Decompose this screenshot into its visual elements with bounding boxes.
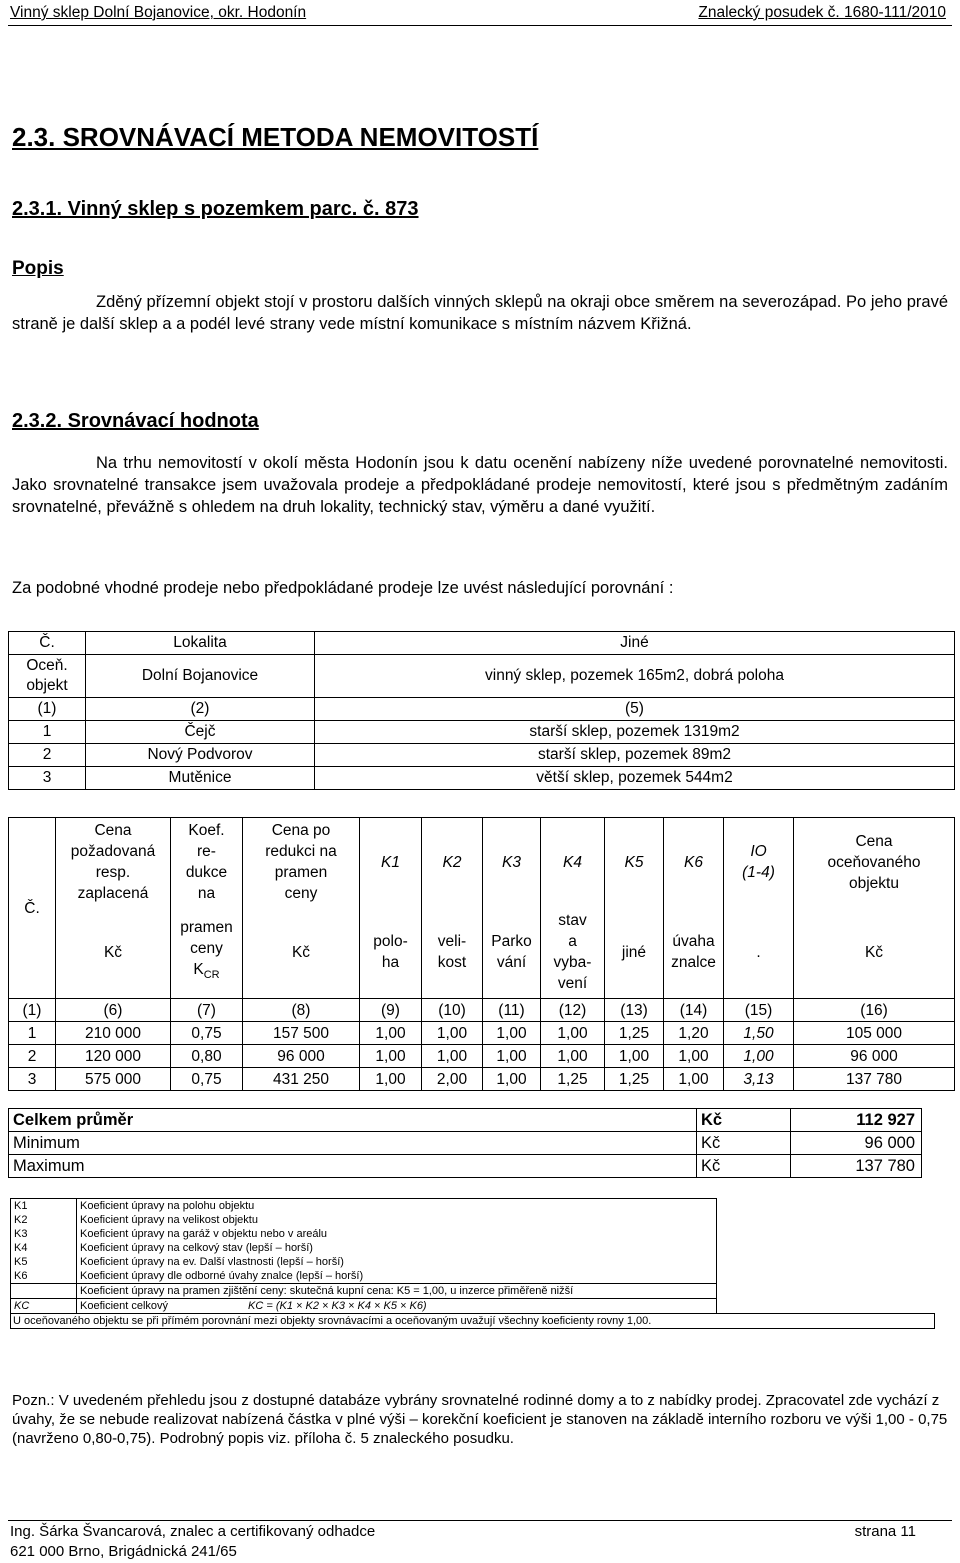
h-number: Č. bbox=[9, 818, 56, 999]
legend-kc-desc: Koeficient celkový bbox=[80, 1300, 169, 1312]
legend-note: U oceňovaného objektu se při přímém porovnání mezi objekty srovnávacími a oceňovaným uvažují všechny koeficienty rovny 1,00. bbox=[11, 1314, 935, 1329]
table-cell: 1,00 bbox=[724, 1045, 794, 1068]
legend-row bbox=[11, 1269, 935, 1284]
heading-srovnavaci: 2.3.2. Srovnávací hodnota bbox=[12, 410, 259, 432]
header-divider bbox=[8, 25, 952, 26]
intro-text: Za podobné vhodné prodeje nebo předpokládané prodeje lze uvést následující porovnání : bbox=[12, 579, 674, 597]
index-cell: (16) bbox=[794, 999, 955, 1022]
index-row bbox=[9, 999, 955, 1022]
table-cell: větší sklep, pozemek 544m2 bbox=[315, 767, 955, 790]
header-cell: Jiné bbox=[315, 632, 955, 655]
subject-label bbox=[9, 655, 86, 698]
table-cell: 1,00 bbox=[605, 1045, 664, 1068]
index-cell: (11) bbox=[483, 999, 541, 1022]
table-cell: 0,75 bbox=[171, 1068, 243, 1091]
footer-address: 621 000 Brno, Brigádnická 241/65 bbox=[10, 1543, 237, 1560]
h-subject-price: Cena oceňovaného objektu bbox=[794, 818, 955, 907]
h-k6: K6 bbox=[664, 818, 724, 907]
h-price-asked-unit: Kč bbox=[56, 906, 171, 999]
h-k4: K4 bbox=[541, 818, 605, 907]
table-cell: 1,00 bbox=[483, 1045, 541, 1068]
summary-unit: Kč bbox=[697, 1109, 791, 1132]
h-price-reduced-unit: Kč bbox=[243, 906, 360, 999]
subject-location: Dolní Bojanovice bbox=[86, 655, 315, 698]
legend-row-kcr bbox=[11, 1284, 935, 1299]
legend-desc: Koeficient úpravy na garáž v objektu nebo v areálu bbox=[77, 1227, 717, 1241]
header-left: Vinný sklep Dolní Bojanovice, okr. Hodonín bbox=[10, 4, 307, 21]
table-cell: starší sklep, pozemek 89m2 bbox=[315, 744, 955, 767]
table-cell: 2,00 bbox=[422, 1068, 483, 1091]
table-cell: 210 000 bbox=[56, 1022, 171, 1045]
table-cell: 575 000 bbox=[56, 1068, 171, 1091]
index-cell: (9) bbox=[360, 999, 422, 1022]
table-cell: 3 bbox=[9, 767, 86, 790]
table-cell: 0,75 bbox=[171, 1022, 243, 1045]
summary-label: Celkem průměr bbox=[9, 1109, 697, 1132]
h-io-dot: . bbox=[724, 906, 794, 999]
table-cell: 1,00 bbox=[360, 1022, 422, 1045]
h-coef-source: pramen ceny $K_{CR}$ bbox=[171, 906, 243, 999]
legend-code: K3 bbox=[11, 1227, 77, 1241]
index-cell: (15) bbox=[724, 999, 794, 1022]
footer-divider bbox=[8, 1520, 952, 1521]
legend-code: KC bbox=[11, 1299, 77, 1314]
note-paragraph: Pozn.: V uvedeném přehledu jsou z dostupné databáze vybrány srovnatelné rodinné domy a to z nabídky prodej. Zpracovatel zde vychází z úvahy, že se nebude realizovat nabízená částka v plné výši – korekční koeficient je stanoven na základě interního rozboru ve výši 1,00 - 0,75 (navrženo 0,80-0,75). Podrobný popis viz. příloha č. 5 znaleckého posudku. bbox=[12, 1392, 948, 1447]
table-cell: 120 000 bbox=[56, 1045, 171, 1068]
table-row bbox=[9, 721, 955, 744]
subject-row bbox=[9, 655, 955, 698]
h-k3: K3 bbox=[483, 818, 541, 907]
legend-code: K6 bbox=[11, 1269, 77, 1284]
h-k6-desc: úvaha znalce bbox=[664, 906, 724, 999]
table-cell: 3,13 bbox=[724, 1068, 794, 1091]
index-cell: (6) bbox=[56, 999, 171, 1022]
summary-label: Maximum bbox=[9, 1155, 697, 1178]
summary-value: 96 000 bbox=[791, 1132, 922, 1155]
h-coef-reduction: Koef. re- dukce na bbox=[171, 818, 243, 907]
table-cell: 1,00 bbox=[541, 1045, 605, 1068]
legend-row bbox=[11, 1199, 935, 1214]
heading-sub: 2.3.1. Vinný sklep s pozemkem parc. č. 873 bbox=[12, 198, 419, 220]
table-cell: 105 000 bbox=[794, 1022, 955, 1045]
table-cell: 1,00 bbox=[360, 1045, 422, 1068]
h-k1-desc: polo- ha bbox=[360, 906, 422, 999]
table-cell: 431 250 bbox=[243, 1068, 360, 1091]
index-cell: (5) bbox=[315, 698, 955, 721]
table-cell: starší sklep, pozemek 1319m2 bbox=[315, 721, 955, 744]
table-cell: 1,00 bbox=[664, 1045, 724, 1068]
header-right: Znalecký posudek č. 1680-111/2010 bbox=[698, 4, 946, 21]
comparison-table bbox=[8, 631, 955, 790]
table-cell: 1,00 bbox=[422, 1045, 483, 1068]
legend-row bbox=[11, 1227, 935, 1241]
summary-row-max bbox=[9, 1155, 922, 1178]
h-price-reduced: Cena po redukci na pramen ceny bbox=[243, 818, 360, 907]
summary-table bbox=[8, 1108, 922, 1178]
summary-row-average bbox=[9, 1109, 922, 1132]
table-cell: Čejč bbox=[86, 721, 315, 744]
subject-label-line: objekt bbox=[26, 677, 68, 694]
table-cell: 1,00 bbox=[360, 1068, 422, 1091]
index-row bbox=[9, 698, 955, 721]
legend-code: K4 bbox=[11, 1241, 77, 1255]
h-k4-desc: stav a vyba- vení bbox=[541, 906, 605, 999]
table-row bbox=[9, 1022, 955, 1045]
table-cell: 1,50 bbox=[724, 1022, 794, 1045]
summary-unit: Kč bbox=[697, 1132, 791, 1155]
legend-code: K2 bbox=[11, 1213, 77, 1227]
h-price-asked: Cena požadovaná resp. zaplacená bbox=[56, 818, 171, 907]
table-cell: Nový Podvorov bbox=[86, 744, 315, 767]
table-cell: 1,20 bbox=[664, 1022, 724, 1045]
legend-desc: Koeficient úpravy dle odborné úvahy znalce (lepší – horší) bbox=[77, 1269, 717, 1284]
header-cell: Č. bbox=[9, 632, 86, 655]
legend-desc bbox=[77, 1299, 717, 1314]
summary-unit: Kč bbox=[697, 1155, 791, 1178]
summary-value: 112 927 bbox=[791, 1109, 922, 1132]
h-k2: K2 bbox=[422, 818, 483, 907]
legend-row bbox=[11, 1213, 935, 1227]
table-cell: 1 bbox=[9, 1022, 56, 1045]
table-cell: 1 bbox=[9, 721, 86, 744]
legend-desc: Koeficient úpravy na velikost objektu bbox=[77, 1213, 717, 1227]
legend-code-empty bbox=[11, 1284, 77, 1299]
table-header-row bbox=[9, 632, 955, 655]
table-cell: 1,00 bbox=[541, 1022, 605, 1045]
legend-desc: Koeficient úpravy na celkový stav (lepší – horší) bbox=[77, 1241, 717, 1255]
popis-title: Popis bbox=[12, 258, 64, 279]
table-cell: 1,25 bbox=[605, 1022, 664, 1045]
summary-row-min bbox=[9, 1132, 922, 1155]
subject-label-line: Oceň. bbox=[26, 657, 68, 674]
h-k5: K5 bbox=[605, 818, 664, 907]
table-cell: 96 000 bbox=[794, 1045, 955, 1068]
table-cell: 1,00 bbox=[483, 1068, 541, 1091]
index-cell: (12) bbox=[541, 999, 605, 1022]
h-k3-desc: Parko vání bbox=[483, 906, 541, 999]
legend-code: K5 bbox=[11, 1255, 77, 1269]
table-cell: 1,00 bbox=[483, 1022, 541, 1045]
table-cell: 1,00 bbox=[422, 1022, 483, 1045]
subject-description: vinný sklep, pozemek 165m2, dobrá poloha bbox=[315, 655, 955, 698]
table-cell: 1,25 bbox=[605, 1068, 664, 1091]
h-subject-price-unit: Kč bbox=[794, 906, 955, 999]
index-cell: (13) bbox=[605, 999, 664, 1022]
legend-row-kc bbox=[11, 1299, 935, 1314]
legend-code: K1 bbox=[11, 1199, 77, 1214]
legend-desc: Koeficient úpravy na polohu objektu bbox=[77, 1199, 717, 1214]
index-cell: (14) bbox=[664, 999, 724, 1022]
table-cell: Mutěnice bbox=[86, 767, 315, 790]
table-cell: 2 bbox=[9, 1045, 56, 1068]
coefficient-header-row bbox=[9, 818, 955, 907]
table-cell: 137 780 bbox=[794, 1068, 955, 1091]
popis-text: Zděný přízemní objekt stojí v prostoru dalších vinných sklepů na okraji obce směrem na severozápad. Po jeho pravé straně je další sklep a a podél levé strany vede místní komunikace s místním názvem Křižná. bbox=[12, 293, 948, 333]
coefficient-header-row-2 bbox=[9, 906, 955, 999]
h-io: IO (1-4) bbox=[724, 818, 794, 907]
legend-desc: Koeficient úpravy na pramen zjištění ceny: skutečná kupní cena: K5 = 1,00, u inzerce přiměřeně nižší bbox=[77, 1284, 717, 1299]
index-cell: (1) bbox=[9, 999, 56, 1022]
table-cell: 1,00 bbox=[664, 1068, 724, 1091]
h-k1: K1 bbox=[360, 818, 422, 907]
legend-table bbox=[10, 1198, 935, 1329]
table-row bbox=[9, 1045, 955, 1068]
footer-author: Ing. Šárka Švancarová, znalec a certifikovaný odhadce bbox=[10, 1523, 376, 1540]
legend-kc-formula: KC = (K1 × K2 × K3 × K4 × K5 × K6) bbox=[248, 1300, 427, 1312]
table-cell: 96 000 bbox=[243, 1045, 360, 1068]
table-row bbox=[9, 767, 955, 790]
legend-row bbox=[11, 1241, 935, 1255]
coefficient-table bbox=[8, 817, 955, 1091]
heading-main: 2.3. SROVNÁVACÍ METODA NEMOVITOSTÍ bbox=[12, 122, 539, 152]
table-row bbox=[9, 1068, 955, 1091]
legend-row bbox=[11, 1255, 935, 1269]
legend-row-note bbox=[11, 1314, 935, 1329]
summary-value: 137 780 bbox=[791, 1155, 922, 1178]
summary-label: Minimum bbox=[9, 1132, 697, 1155]
h-k5-desc: jiné bbox=[605, 906, 664, 999]
legend-desc: Koeficient úpravy na ev. Další vlastnosti (lepší – horší) bbox=[77, 1255, 717, 1269]
table-cell: 0,80 bbox=[171, 1045, 243, 1068]
table-cell: 1,25 bbox=[541, 1068, 605, 1091]
srovnavaci-text: Na trhu nemovitostí v okolí města Hodonín jsou k datu ocenění nabízeny níže uvedené porovnatelné nemovitosti. Jako srovnatelné transakce jsem uvažovala prodeje a předpokládané prodeje nemovitostí, které jsou s předmětným zadáním srovnatelné, převážně s ohledem na druh lokality, technický stav, výměru a dané využití. bbox=[12, 454, 948, 516]
table-cell: 2 bbox=[9, 744, 86, 767]
h-k2-desc: veli- kost bbox=[422, 906, 483, 999]
index-cell: (1) bbox=[9, 698, 86, 721]
header-cell: Lokalita bbox=[86, 632, 315, 655]
table-cell: 157 500 bbox=[243, 1022, 360, 1045]
footer-page: strana 11 bbox=[854, 1523, 916, 1540]
index-cell: (8) bbox=[243, 999, 360, 1022]
table-cell: 3 bbox=[9, 1068, 56, 1091]
table-row bbox=[9, 744, 955, 767]
index-cell: (7) bbox=[171, 999, 243, 1022]
index-cell: (10) bbox=[422, 999, 483, 1022]
index-cell: (2) bbox=[86, 698, 315, 721]
